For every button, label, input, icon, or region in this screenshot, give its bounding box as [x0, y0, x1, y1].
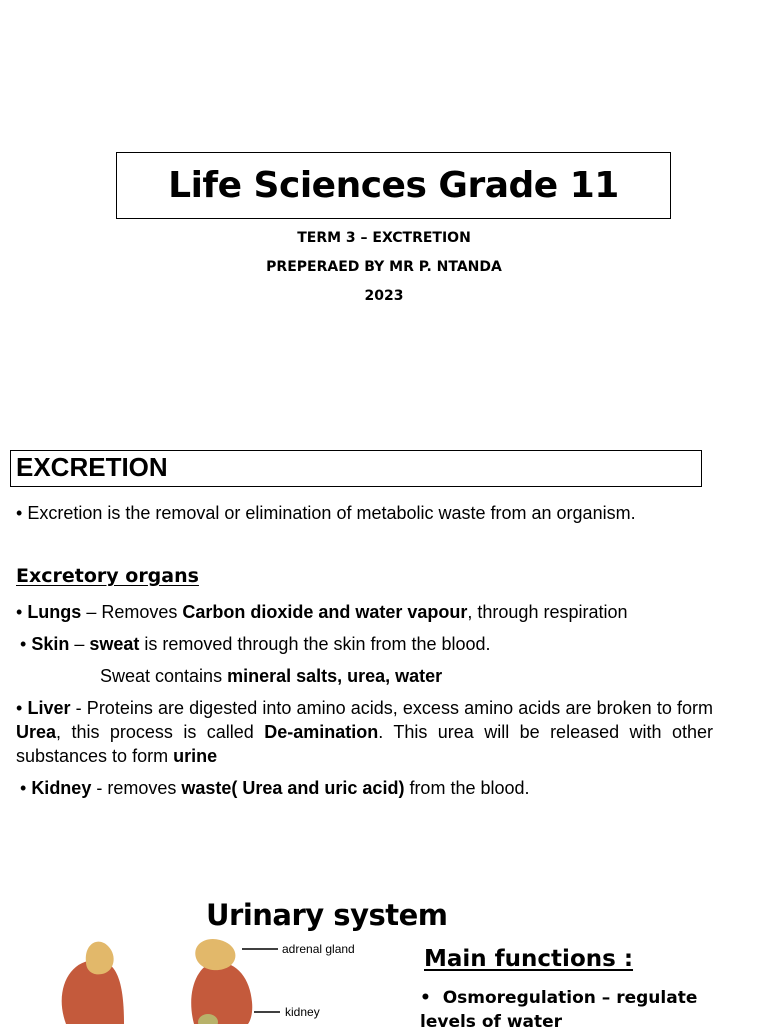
kidney-t1: - removes: [91, 778, 182, 798]
liver-b3: urine: [173, 746, 218, 766]
liver-b2: De-amination: [264, 722, 379, 742]
urinary-title: Urinary system: [206, 898, 448, 932]
skin-bold: sweat: [89, 634, 140, 654]
liver-t3: . This urea will be released with other substances to form: [16, 722, 713, 766]
sweat-bold: mineral salts, urea, water: [227, 666, 443, 686]
list-item-liver: • Liver - Proteins are digested into amino acids, excess amino acids are broken to form Urea, this process is called De-amination. This urea will be released with other substances to form urine: [16, 698, 713, 766]
lungs-bold: Carbon dioxide and water vapour: [182, 602, 468, 622]
kidney-t2: from the blood.: [404, 778, 530, 798]
bullet: •: [16, 503, 28, 523]
adrenal-label: adrenal gland: [282, 942, 355, 956]
liver-b1: Urea: [16, 722, 57, 742]
sweat-line: [100, 664, 768, 688]
sweat-prefix: Sweat contains: [100, 666, 228, 686]
liver-t2: , this process is called: [56, 722, 265, 742]
list-item-lungs: • Lungs – Removes Carbon dioxide and water vapour, through respiration: [16, 602, 628, 622]
main-functions-heading: Main functions :: [424, 946, 634, 972]
skin-dash: –: [69, 634, 90, 654]
subtitle-year: 2023: [364, 288, 404, 304]
lungs-rest: , through respiration: [467, 602, 628, 622]
lungs-dash: – Removes: [81, 602, 183, 622]
kidney-label: Kidney: [31, 778, 92, 798]
organs-heading: Excretory organs: [16, 565, 199, 587]
definition-text: Excretion is the removal or elimination of metabolic waste from an organism.: [27, 503, 636, 523]
bullet: •: [420, 988, 443, 1008]
list-item-skin: • Skin – sweat is removed through the skin from the blood.: [20, 634, 491, 654]
definition: [16, 501, 716, 525]
section-heading: EXCRETION: [10, 450, 702, 487]
osmoregulation-text: Osmoregulation – regulate levels of water: [420, 988, 698, 1032]
skin-rest: is removed through the skin from the blood.: [139, 634, 491, 654]
liver-t1: - Proteins are digested into amino acids, excess amino acids are broken to form: [70, 698, 713, 718]
list-item-kidney: • Kidney - removes waste( Urea and uric acid) from the blood.: [20, 778, 530, 798]
skin-label: Skin: [31, 634, 70, 654]
cover-title: Life Sciences Grade 11: [116, 152, 671, 219]
subtitle-author: PREPERAED BY MR P. NTANDA: [266, 259, 502, 275]
kidney-b1: waste( Urea and uric acid): [181, 778, 405, 798]
function-bullet: [420, 986, 720, 1034]
subtitle-term: TERM 3 – EXCTRETION: [297, 230, 471, 246]
kidney-label: kidney: [285, 1005, 320, 1019]
lungs-label: Lungs: [27, 602, 82, 622]
urinary-diagram: [46, 932, 376, 1024]
liver-label: Liver: [27, 698, 71, 718]
